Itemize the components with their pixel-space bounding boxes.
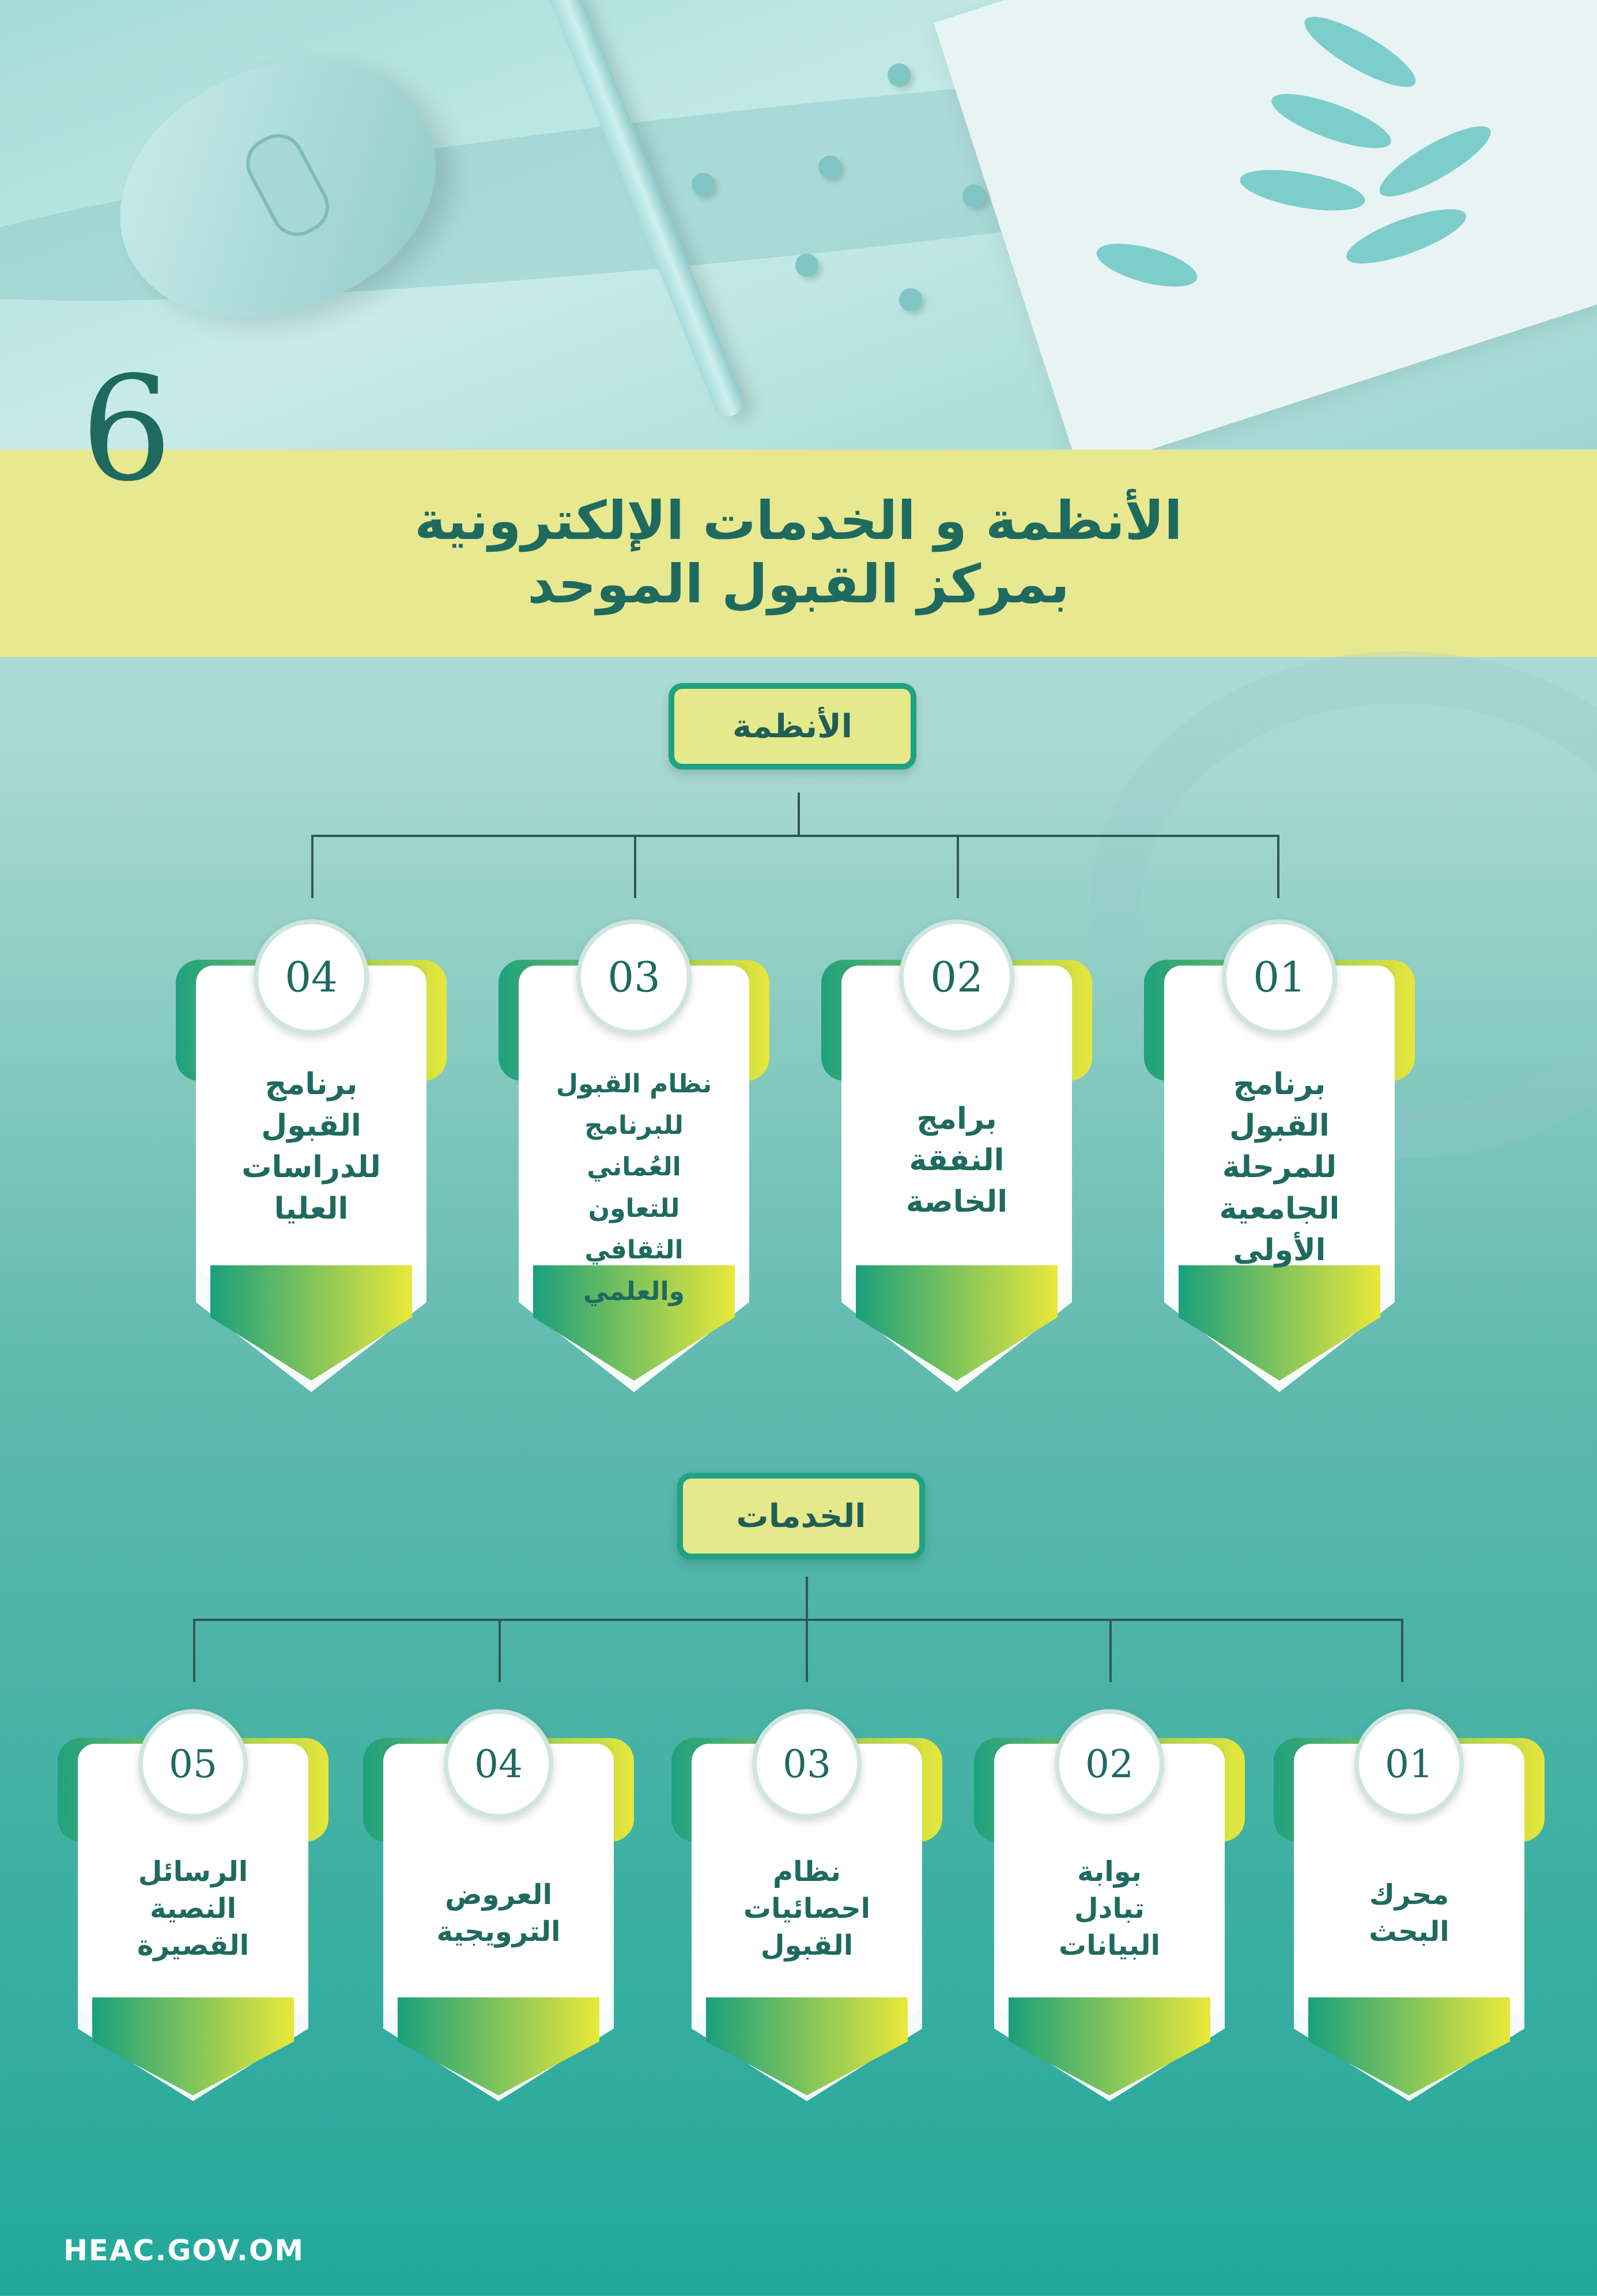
card-text: برنامج القبول للدراسات العليا — [241, 1067, 381, 1226]
card-gradient — [856, 1265, 1058, 1381]
card-number-badge: 02 — [1055, 1709, 1164, 1819]
connector-line — [957, 835, 959, 898]
connector-line — [1401, 1619, 1403, 1682]
connector-line — [1277, 835, 1279, 898]
card-number-badge: 01 — [1354, 1709, 1464, 1819]
services-card-05 — [58, 1709, 329, 2101]
card-text: الرسائل النصية القصيرة — [137, 1856, 250, 1962]
connector-line — [1109, 1619, 1112, 1682]
footer-website-link[interactable]: HEAC.GOV.OM — [63, 2234, 305, 2267]
connector-line — [311, 835, 1279, 837]
pushpin-icon — [899, 288, 922, 311]
card-number-badge: 02 — [899, 919, 1014, 1035]
computer-mouse-graphic — [77, 7, 476, 373]
paper-sheet-graphic — [934, 0, 1597, 450]
card-text: محرك البحث — [1369, 1879, 1449, 1948]
services-card-03 — [671, 1709, 942, 2101]
card-number-badge: 03 — [752, 1709, 862, 1819]
connector-line — [798, 793, 800, 836]
card-number-badge: 05 — [138, 1709, 248, 1819]
card-number-badge: 03 — [576, 919, 692, 1035]
services-section-label: الخدمات — [677, 1473, 925, 1559]
hero-image — [0, 0, 1597, 450]
connector-line — [634, 835, 636, 898]
systems-card-04 — [176, 919, 447, 1398]
pushpin-icon — [818, 156, 841, 179]
pushpin-icon — [888, 63, 911, 86]
card-number-badge: 04 — [254, 919, 369, 1035]
card-gradient — [1179, 1265, 1380, 1381]
pushpin-icon — [795, 254, 818, 277]
connector-line — [499, 1619, 501, 1682]
card-gradient — [92, 1997, 294, 2095]
connector-line — [806, 1619, 808, 1682]
card-gradient — [1308, 1997, 1510, 2095]
connector-line — [193, 1619, 1403, 1621]
pushpin-icon — [692, 173, 715, 196]
services-card-04 — [363, 1709, 634, 2101]
card-number-badge: 01 — [1222, 919, 1337, 1035]
connector-line — [806, 1577, 808, 1620]
card-gradient — [1009, 1997, 1210, 2095]
card-number-badge: 04 — [444, 1709, 553, 1819]
card-text: العروض الترويجية — [436, 1879, 561, 1948]
page-title-line2: بمركز القبول الموحد — [527, 553, 1070, 615]
systems-card-01 — [1144, 919, 1415, 1398]
card-gradient — [398, 1997, 599, 2095]
pushpin-icon — [962, 184, 986, 208]
card-text: برنامج القبول للمرحلة الجامعية الأولى — [1219, 1067, 1340, 1268]
card-text: نظام احصائيات القبول — [743, 1856, 871, 1962]
systems-card-03 — [499, 919, 769, 1398]
mouse-wheel-graphic — [237, 125, 338, 246]
card-gradient — [210, 1265, 412, 1381]
connector-line — [193, 1619, 195, 1682]
card-gradient — [706, 1997, 908, 2095]
page-title-line1: الأنظمة و الخدمات الإلكترونية — [414, 490, 1183, 552]
services-card-02 — [974, 1709, 1245, 2101]
services-card-01 — [1274, 1709, 1545, 2101]
card-text: نظام القبول للبرنامج العُماني للتعاون الثقافي والعلمي — [556, 1069, 712, 1306]
connector-line — [311, 835, 314, 898]
systems-section-label: الأنظمة — [669, 683, 916, 770]
card-text: بوابة تبادل البيانات — [1059, 1856, 1160, 1962]
systems-card-02 — [821, 919, 1092, 1398]
card-text: برامج النفقة الخاصة — [905, 1102, 1008, 1219]
page-number: 6 — [81, 345, 173, 513]
